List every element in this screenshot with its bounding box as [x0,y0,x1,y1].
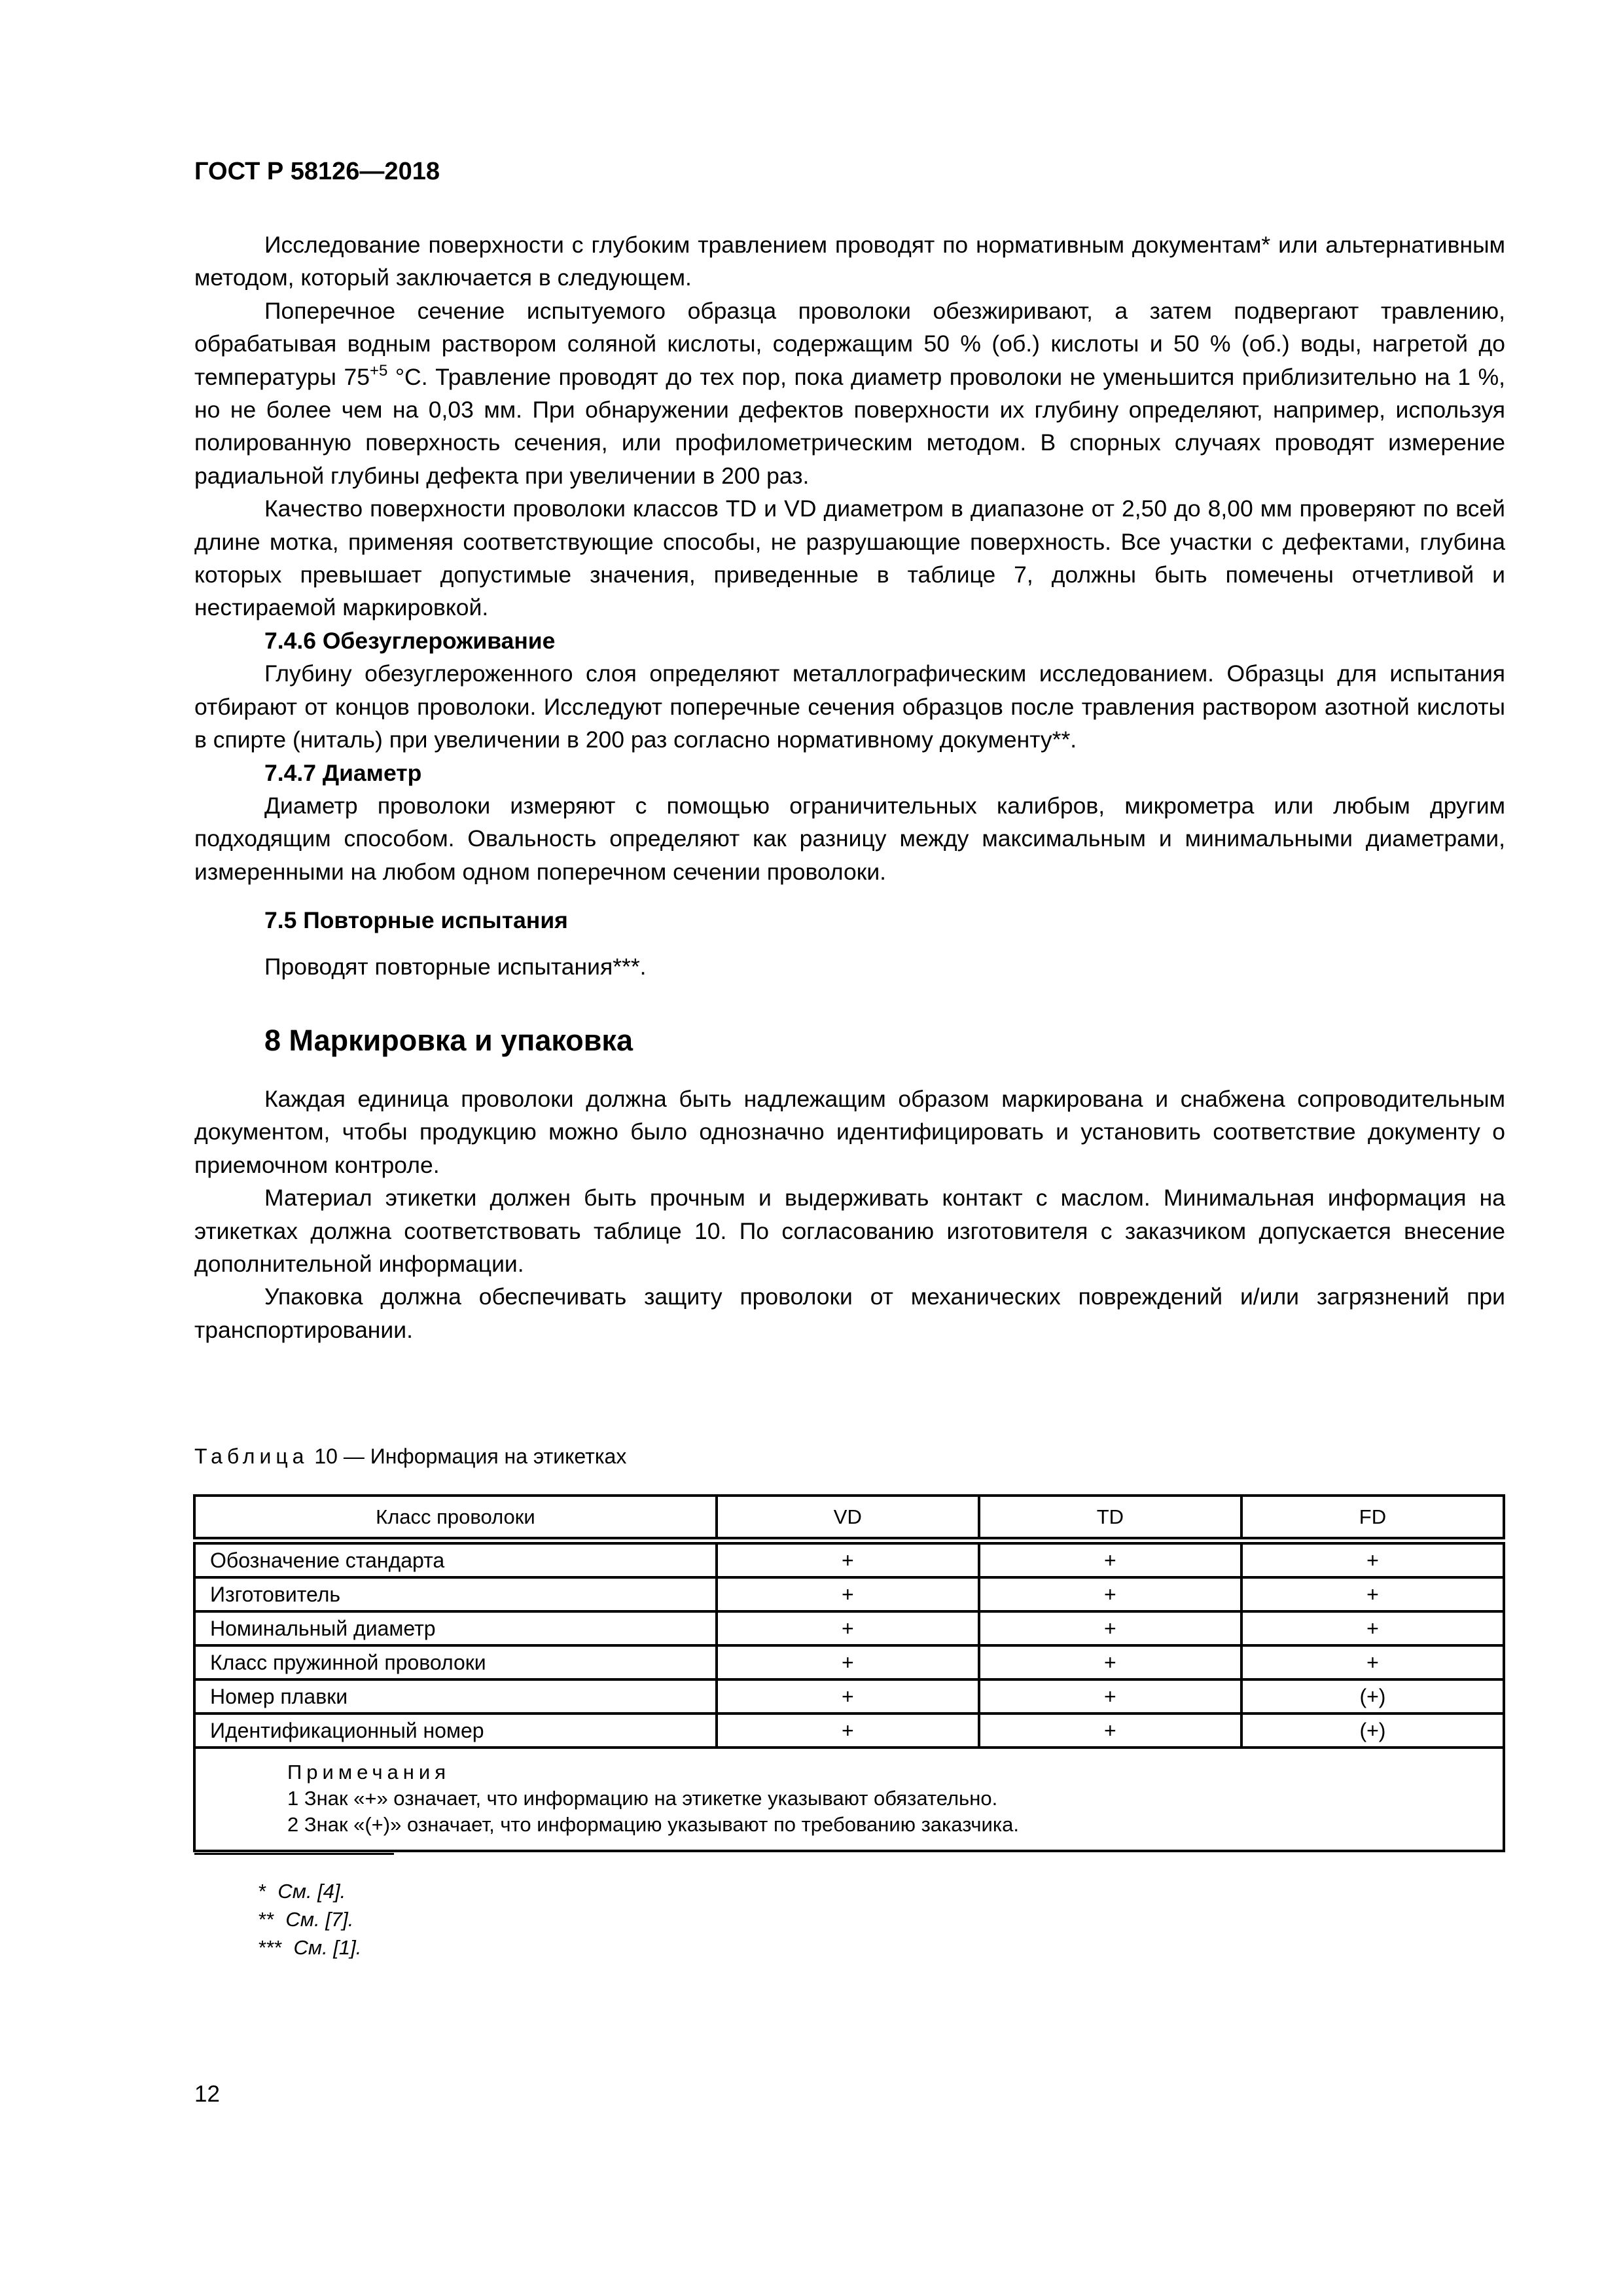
row-label: Номинальный диаметр [194,1611,717,1645]
footnote-text: См. [7]. [285,1908,354,1931]
cell-fd: (+) [1241,1679,1504,1713]
row-label: Обозначение стандарта [194,1541,717,1577]
cell-fd: + [1241,1541,1504,1577]
document-designation: ГОСТ Р 58126—2018 [194,158,440,185]
cell-td: + [979,1679,1241,1713]
footnote-item [259,1877,361,1905]
cell-td: + [979,1713,1241,1748]
table-row [194,1577,1504,1611]
label-information-table [193,1494,1505,1852]
cell-vd: + [717,1713,979,1748]
table-header-row [194,1496,1504,1541]
column-header-td: TD [979,1496,1241,1541]
footnotes [259,1877,361,1962]
table-row [194,1645,1504,1679]
section-heading-7-5: 7.5 Повторные испытания [264,907,568,934]
cell-vd: + [717,1577,979,1611]
cell-vd: + [717,1611,979,1645]
note-item: 1 Знак «+» означает, что информацию на этикетке указывают обязательно. [287,1787,998,1810]
footnote-mark: * [259,1880,267,1903]
page-number: 12 [194,2081,220,2107]
cell-td: + [979,1541,1241,1577]
paragraph-cross-section-etching [194,295,1505,492]
footnote-text: См. [4]. [277,1880,346,1903]
table-notes [194,1748,1504,1851]
cell-td: + [979,1577,1241,1611]
footnote-item [259,1933,361,1962]
table-caption-word: Таблица [194,1444,309,1468]
paragraph-surface-quality: Качество поверхности проволоки классов TD и VD диаметром в диапазоне от 2,50 до 8,00 мм проверяют по всей длине мотка, применяя соответствующие способы, не разрушающие поверхность. Все участки с дефектами, глубина которых превышает допустимые значения, приведенные в таблице 7, должны быть помечены отчетливой и нестираемой маркировкой. [194,495,1505,621]
temperature-tolerance-superscript: +5 [369,361,388,380]
note-item: 2 Знак «(+)» означает, что информацию указывают по требованию заказчика. [287,1813,1019,1836]
paragraph-diameter: Диаметр проволоки измеряют с помощью ограничительных калибров, микрометра или любым другим подходящим способом. Овальность определяют как разницу между максимальным и минимальными диаметрами, измеренными на любом одном поперечном сечении проволоки. [194,792,1505,885]
cell-td: + [979,1611,1241,1645]
paragraph-retests: Проводят повторные испытания***. [264,953,647,980]
column-header-vd: VD [717,1496,979,1541]
cell-vd: + [717,1645,979,1679]
section-heading-8: 8 Маркировка и упаковка [264,1023,633,1057]
cell-fd: (+) [1241,1713,1504,1748]
paragraph-text: °С. Травление проводят до тех пор, пока диаметр проволоки не уменьшится приблизительно на 1 %, но не более чем на 0,03 мм. При обнаружении дефектов поверхности их глубину определяют, например, используя полированную поверхность сечения, или профилометрическим методом. В спорных случаях проводят измерение радиальной глубины дефекта при увеличении в 200 раз. [194,363,1505,489]
cell-td: + [979,1645,1241,1679]
footnote-mark: *** [259,1936,283,1959]
cell-fd: + [1241,1577,1504,1611]
paragraph-label-material: Материал этикетки должен быть прочным и выдерживать контакт с маслом. Минимальная информация на этикетках должна соответствовать таблице 10. По согласованию изготовителя с заказчиком допускается внесение дополнительной информации. [194,1185,1505,1277]
footnote-item [259,1905,361,1933]
cell-vd: + [717,1541,979,1577]
footnote-text: См. [1]. [293,1936,362,1959]
section-heading-7-4-6: 7.4.6 Обезуглероживание [264,627,556,654]
table-row [194,1611,1504,1645]
paragraph-marking: Каждая единица проволоки должна быть надлежащим образом маркирована и снабжена сопроводительным документом, чтобы продукцию можно было однозначно идентифицировать и установить соответствие документу о приемочном контроле. [194,1085,1505,1178]
row-label: Идентификационный номер [194,1713,717,1748]
column-header-fd: FD [1241,1496,1504,1541]
cell-vd: + [717,1679,979,1713]
cell-fd: + [1241,1611,1504,1645]
paragraph-decarburization: Глубину обезуглероженного слоя определяют металлографическим исследованием. Образцы для испытания отбирают от концов проволоки. Исследуют поперечные сечения образцов после травления раствором азотной кислоты в спирте (ниталь) при увеличении в 200 раз согласно нормативному документу**. [194,660,1505,753]
table-row [194,1679,1504,1713]
paragraph-packaging: Упаковка должна обеспечивать защиту проволоки от механических повреждений и/или загрязнений при транспортировании. [194,1283,1505,1343]
paragraph-deep-etch-method: Исследование поверхности с глубоким травлением проводят по нормативным документам* или альтернативным методом, который заключается в следующем. [194,232,1505,291]
footnote-separator [194,1853,394,1855]
notes-title: Примечания [287,1761,450,1784]
row-label: Номер плавки [194,1679,717,1713]
table-notes-row [194,1748,1504,1851]
table-row [194,1713,1504,1748]
column-header-wire-class: Класс проволоки [194,1496,717,1541]
row-label: Класс пружинной проволоки [194,1645,717,1679]
document-body [194,228,1505,1346]
table-row [194,1541,1504,1577]
cell-fd: + [1241,1645,1504,1679]
paragraph-text: Поперечное сечение испытуемого образца проволоки обезжиривают, а затем подвергают травлению, обрабатывая водным раствором соляной кислоты, содержащим 50 % (об.) кислоты и 50 % (об.) воды, нагретой до температуры 75 [194,297,1505,390]
table-caption-title: 10 — Информация на этикетках [308,1444,627,1468]
section-heading-7-4-7: 7.4.7 Диаметр [264,759,422,786]
table-caption [194,1443,626,1469]
row-label: Изготовитель [194,1577,717,1611]
footnote-mark: ** [259,1908,275,1931]
